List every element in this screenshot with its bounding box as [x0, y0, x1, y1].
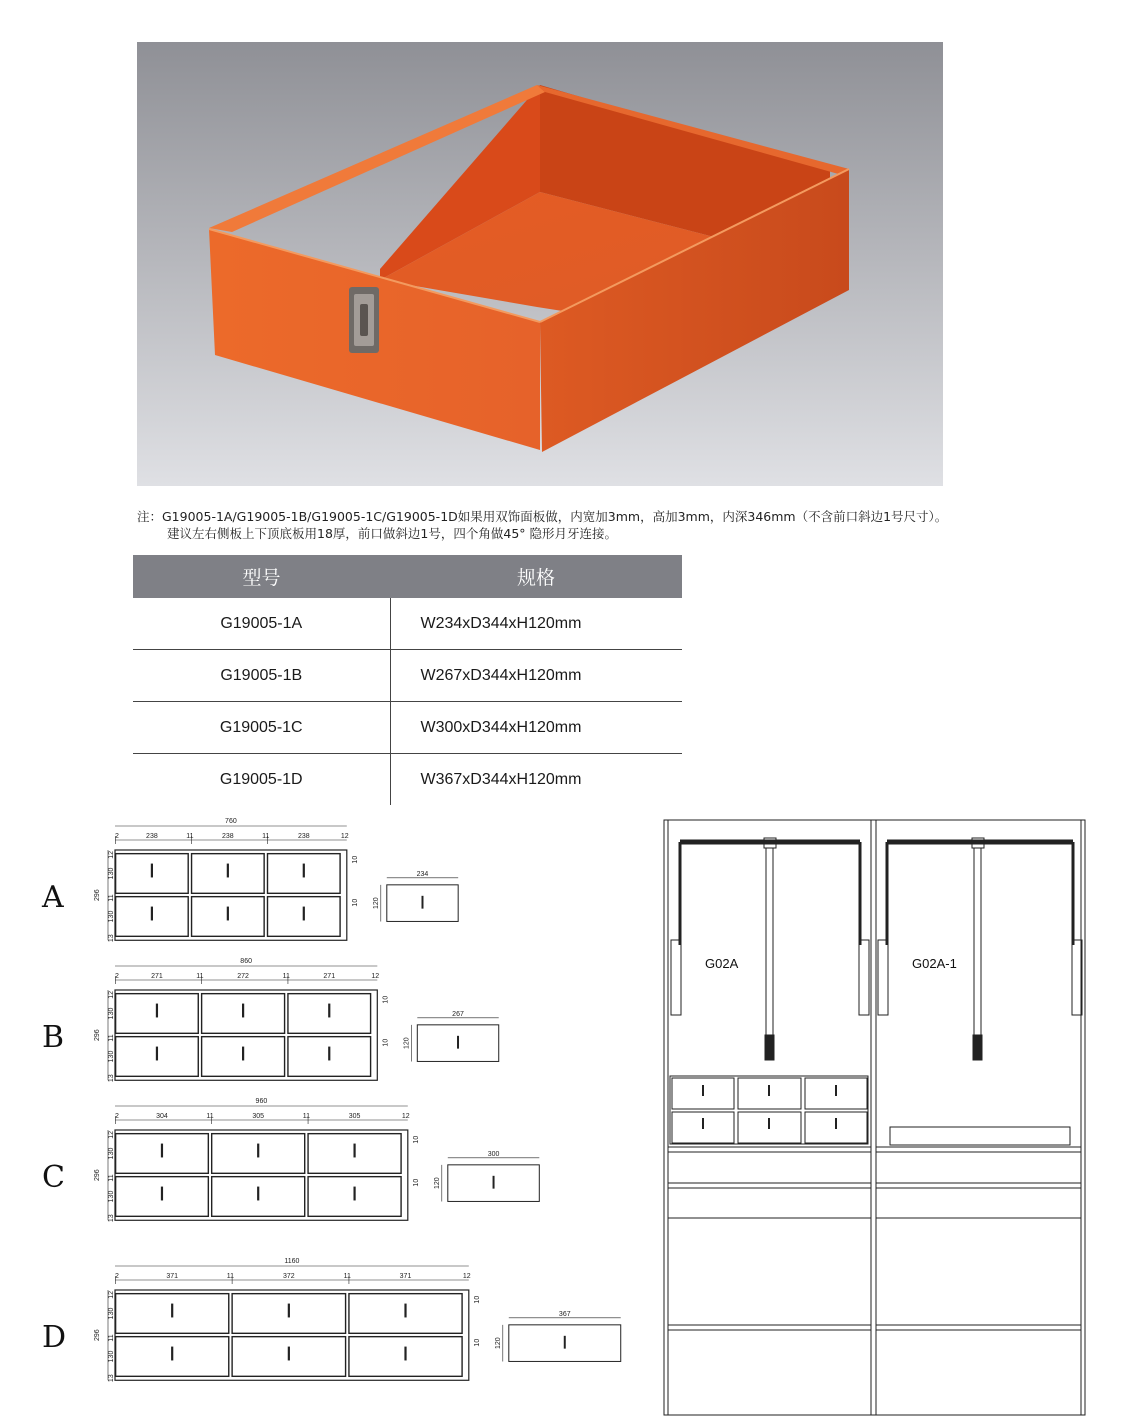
dim-row: 130: [108, 1307, 115, 1320]
dim-gap-v: 10: [412, 1178, 420, 1187]
dim-width: 238: [146, 833, 158, 840]
wardrobe-label-right: G02A-1: [912, 956, 957, 971]
cabinet-outline: [115, 1130, 408, 1220]
dim-gap-v: 10: [473, 1295, 481, 1304]
dim-width: 271: [151, 973, 163, 980]
dim-row: 130: [108, 1190, 115, 1203]
dim-width: 238: [297, 833, 310, 840]
product-photo: [137, 42, 943, 486]
dim-row: 130: [108, 1050, 115, 1063]
dim-gap-v: 10: [473, 1338, 481, 1347]
dim-height: 296: [94, 1029, 101, 1041]
dim-gap-v: 10: [382, 1038, 390, 1047]
dim-total: 760: [225, 818, 237, 825]
dim-row: 130: [108, 867, 115, 880]
dim-gap: 11: [206, 1113, 214, 1120]
variant-letter: D: [42, 1320, 67, 1356]
dim-row: 130: [108, 910, 115, 923]
dim-width: 372: [283, 1273, 295, 1280]
dim-row: 130: [108, 1350, 115, 1363]
dim-drawer-w: 267: [452, 1010, 464, 1018]
variant-letter: A: [42, 880, 64, 916]
note-text: [137, 508, 1097, 542]
dim-gap: 11: [302, 1113, 311, 1120]
variant-d: [42, 1258, 621, 1382]
variant-c: [42, 1098, 539, 1222]
dim-gap: 11: [343, 1273, 351, 1280]
dim-side: 12: [340, 833, 349, 840]
dim-row: 130: [108, 1147, 115, 1160]
dim-gap-v: 10: [351, 898, 359, 907]
table-row: [133, 702, 682, 754]
dim-gap-v: 10: [351, 855, 359, 864]
dim-gap: 11: [186, 833, 194, 840]
row-model: G19005-1A: [133, 598, 391, 649]
dim-gap-v: 10: [382, 995, 390, 1004]
dim-gap: 11: [196, 973, 204, 980]
dim-top: 12: [108, 1290, 115, 1299]
variant-letter: C: [42, 1160, 65, 1196]
dim-side: 12: [371, 973, 380, 980]
dim-gap: 11: [226, 1273, 235, 1280]
dim-height: 296: [94, 889, 101, 901]
dim-gap: 11: [282, 973, 290, 980]
variant-b: [42, 958, 499, 1082]
row-model: G19005-1B: [133, 650, 391, 701]
dim-top: 12: [108, 990, 115, 999]
cabinet-outline: [115, 850, 347, 940]
dim-side: 12: [462, 1273, 471, 1280]
table-row: [133, 754, 682, 805]
table-row: [133, 650, 682, 702]
header-model: 型号: [242, 567, 281, 589]
dim-gap: 11: [262, 833, 270, 840]
dim-side: 2: [115, 833, 119, 840]
wardrobe-lift-left: [671, 838, 869, 1060]
dim-drawer-h: 120: [403, 1037, 411, 1049]
dim-drawer-h: 120: [494, 1337, 502, 1349]
dim-width: 305: [348, 1113, 361, 1120]
wardrobe-label-left: G02A: [705, 956, 739, 971]
spec-table: [133, 555, 682, 805]
row-spec: W300xD344xH120mm: [420, 718, 582, 736]
dim-drawer-w: 300: [487, 1150, 500, 1158]
dim-width: 371: [166, 1273, 179, 1280]
dim-row: 130: [108, 1007, 115, 1020]
dim-drawer-w: 234: [416, 870, 429, 878]
row-model: G19005-1D: [133, 754, 391, 805]
dim-gap-v: 10: [412, 1135, 420, 1144]
dim-side: 2: [115, 1273, 119, 1280]
wardrobe-elevation: [664, 820, 1085, 1415]
cabinet-outline: [115, 990, 377, 1080]
dim-top: 12: [108, 1130, 115, 1139]
row-spec: W234xD344xH120mm: [420, 614, 582, 632]
dim-width: 305: [252, 1113, 265, 1120]
dim-mid: 11: [108, 1334, 115, 1342]
dim-side: 2: [115, 1113, 119, 1120]
dim-bottom: 13: [108, 934, 115, 943]
variant-a: [41, 818, 458, 942]
dim-drawer-h: 120: [372, 897, 380, 909]
wardrobe-lift-right: [878, 838, 1082, 1060]
dim-height: 296: [94, 1169, 101, 1181]
dim-side: 2: [115, 973, 119, 980]
dim-width: 304: [156, 1113, 168, 1120]
dim-width: 371: [399, 1273, 412, 1280]
dim-bottom: 13: [108, 1374, 115, 1383]
row-spec: W367xD344xH120mm: [420, 770, 582, 788]
dim-bottom: 13: [108, 1214, 115, 1223]
row-model: G19005-1C: [133, 702, 391, 753]
drawer-variants: [41, 818, 621, 1382]
dim-width: 238: [222, 833, 234, 840]
dim-total: 1160: [284, 1258, 300, 1265]
table-row: [133, 598, 682, 650]
dim-width: 271: [323, 973, 336, 980]
dim-total: 860: [240, 958, 252, 965]
dim-drawer-w: 367: [558, 1310, 571, 1318]
variant-letter: B: [42, 1020, 65, 1056]
dim-top: 12: [108, 850, 115, 859]
dim-bottom: 13: [108, 1074, 115, 1083]
header-spec: 规格: [516, 567, 555, 589]
note-line-2: 建议左右侧板上下顶底板用18厚，前口做斜边1号，四个角做45° 隐形月牙连接。: [167, 526, 617, 541]
dim-mid: 11: [108, 1174, 115, 1182]
note-line-1: 注：G19005-1A/G19005-1B/G19005-1C/G19005-1D如果用双饰面板做，内宽加3mm，高加3mm，内深346mm（不含前口斜边1号尺寸）。: [137, 509, 948, 524]
cabinet-outline: [115, 1290, 469, 1380]
dim-mid: 11: [108, 1034, 115, 1042]
row-spec: W267xD344xH120mm: [420, 666, 582, 684]
technical-drawings: [0, 800, 1126, 1417]
dim-mid: 11: [108, 894, 115, 902]
dim-side: 12: [401, 1113, 410, 1120]
dim-height: 296: [94, 1329, 101, 1341]
dim-width: 272: [237, 973, 249, 980]
table-header: [133, 555, 682, 598]
handle-icon: [349, 287, 379, 353]
dim-drawer-h: 120: [433, 1177, 441, 1189]
dim-total: 960: [255, 1098, 268, 1105]
